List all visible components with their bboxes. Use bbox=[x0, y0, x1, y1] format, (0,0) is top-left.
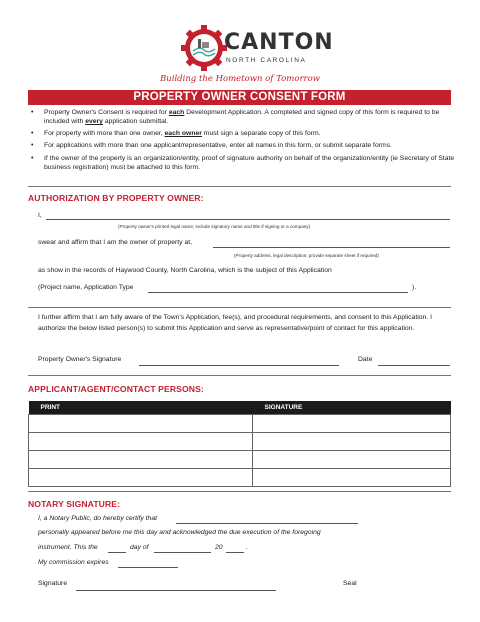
logo-subtitle: NORTH CAROLINA bbox=[226, 57, 307, 64]
date-label: Date bbox=[358, 356, 373, 363]
instruction-2: • For property with more than one owner, each owner must sign a separate copy of this form. bbox=[28, 129, 458, 138]
instruction-1: • Property Owner's Consent is required for each Development Application. A completed and signed copy of this form is required to be included with every application submittal. bbox=[28, 108, 458, 126]
period-text: . bbox=[246, 544, 248, 551]
owner-signature-label: Property Owner's Signature bbox=[38, 356, 122, 363]
divider bbox=[28, 491, 451, 492]
instruction-3: • For applications with more than one applicant/representative, enter all names in this form, or submit separate forms. bbox=[28, 141, 458, 150]
signature-cell[interactable] bbox=[253, 433, 451, 451]
divider bbox=[28, 307, 451, 308]
day-of-text: day of bbox=[130, 544, 149, 551]
i-label: I, bbox=[38, 212, 42, 219]
column-header-print: PRINT bbox=[29, 401, 253, 415]
notary-heading: NOTARY SIGNATURE: bbox=[28, 499, 121, 509]
records-text: as show in the records of Haywood County, North Carolina, which is the subject of this Application bbox=[38, 267, 332, 274]
signature-cell[interactable] bbox=[253, 469, 451, 487]
notary-line-1: I, a Notary Public, do hereby certify that bbox=[38, 515, 158, 522]
signature-cell[interactable] bbox=[253, 415, 451, 433]
year-field[interactable] bbox=[226, 552, 244, 553]
commission-field[interactable] bbox=[118, 567, 178, 568]
swear-label: swear and affirm that I am the owner of property at, bbox=[38, 239, 193, 246]
day-field[interactable] bbox=[108, 552, 126, 553]
date-field[interactable] bbox=[378, 365, 450, 366]
seal-label: Seal bbox=[343, 580, 357, 587]
print-cell[interactable] bbox=[29, 469, 253, 487]
address-caption: (Property address, legal description; provide separate sheet if required) bbox=[234, 253, 379, 258]
divider bbox=[28, 186, 451, 187]
applicants-heading: APPLICANT/AGENT/CONTACT PERSONS: bbox=[28, 384, 204, 394]
table-row bbox=[29, 415, 451, 433]
tagline: Building the Hometown of Tomorrow bbox=[160, 74, 320, 84]
form-title: PROPERTY OWNER CONSENT FORM bbox=[28, 90, 451, 105]
notary-signature-label: Signature bbox=[38, 580, 68, 587]
owner-name-field[interactable] bbox=[46, 219, 450, 220]
notary-name-field[interactable] bbox=[176, 523, 358, 524]
print-cell[interactable] bbox=[29, 451, 253, 469]
print-cell[interactable] bbox=[29, 415, 253, 433]
owner-name-caption: (Property owner's printed legal name; include signatory name and title if signing or a company) bbox=[118, 224, 311, 229]
notary-line-2: personally appeared before me this day and acknowledged the due execution of the foregoing bbox=[38, 529, 321, 536]
divider bbox=[28, 375, 451, 376]
project-label: (Project name, Application Type bbox=[38, 284, 134, 291]
instruction-4: • If the owner of the property is an organization/entity, proof of signature authority on behalf of the organization/entity (ie Secretary of State business registration) must be attached to this form. bbox=[28, 154, 458, 172]
property-address-field[interactable] bbox=[213, 247, 450, 248]
notary-signature-field[interactable] bbox=[76, 590, 276, 591]
table-row bbox=[29, 469, 451, 487]
instrument-text: instrument. This the bbox=[38, 544, 98, 551]
instructions-list bbox=[28, 108, 458, 175]
applicants-table bbox=[28, 401, 451, 487]
table-row bbox=[29, 451, 451, 469]
logo-wordmark: CANTON bbox=[224, 30, 334, 55]
commission-label: My commission expires bbox=[38, 559, 109, 566]
project-name-field[interactable] bbox=[148, 292, 408, 293]
print-cell[interactable] bbox=[29, 433, 253, 451]
table-row bbox=[29, 433, 451, 451]
signature-cell[interactable] bbox=[253, 451, 451, 469]
owner-signature-field[interactable] bbox=[139, 365, 339, 366]
affirm-paragraph: I further affirm that I am fully aware of the Town's Application, fee(s), and procedural requirements, and consent to this Application. I authorize the below listed person(s) to submit this Application and serve as representative/point of contact for this application. bbox=[38, 314, 432, 332]
authorization-heading: AUTHORIZATION BY PROPERTY OWNER: bbox=[28, 193, 204, 203]
year-prefix: 20 bbox=[215, 544, 223, 551]
project-close: ). bbox=[412, 284, 417, 291]
month-field[interactable] bbox=[154, 552, 211, 553]
column-header-signature: SIGNATURE bbox=[253, 401, 451, 415]
